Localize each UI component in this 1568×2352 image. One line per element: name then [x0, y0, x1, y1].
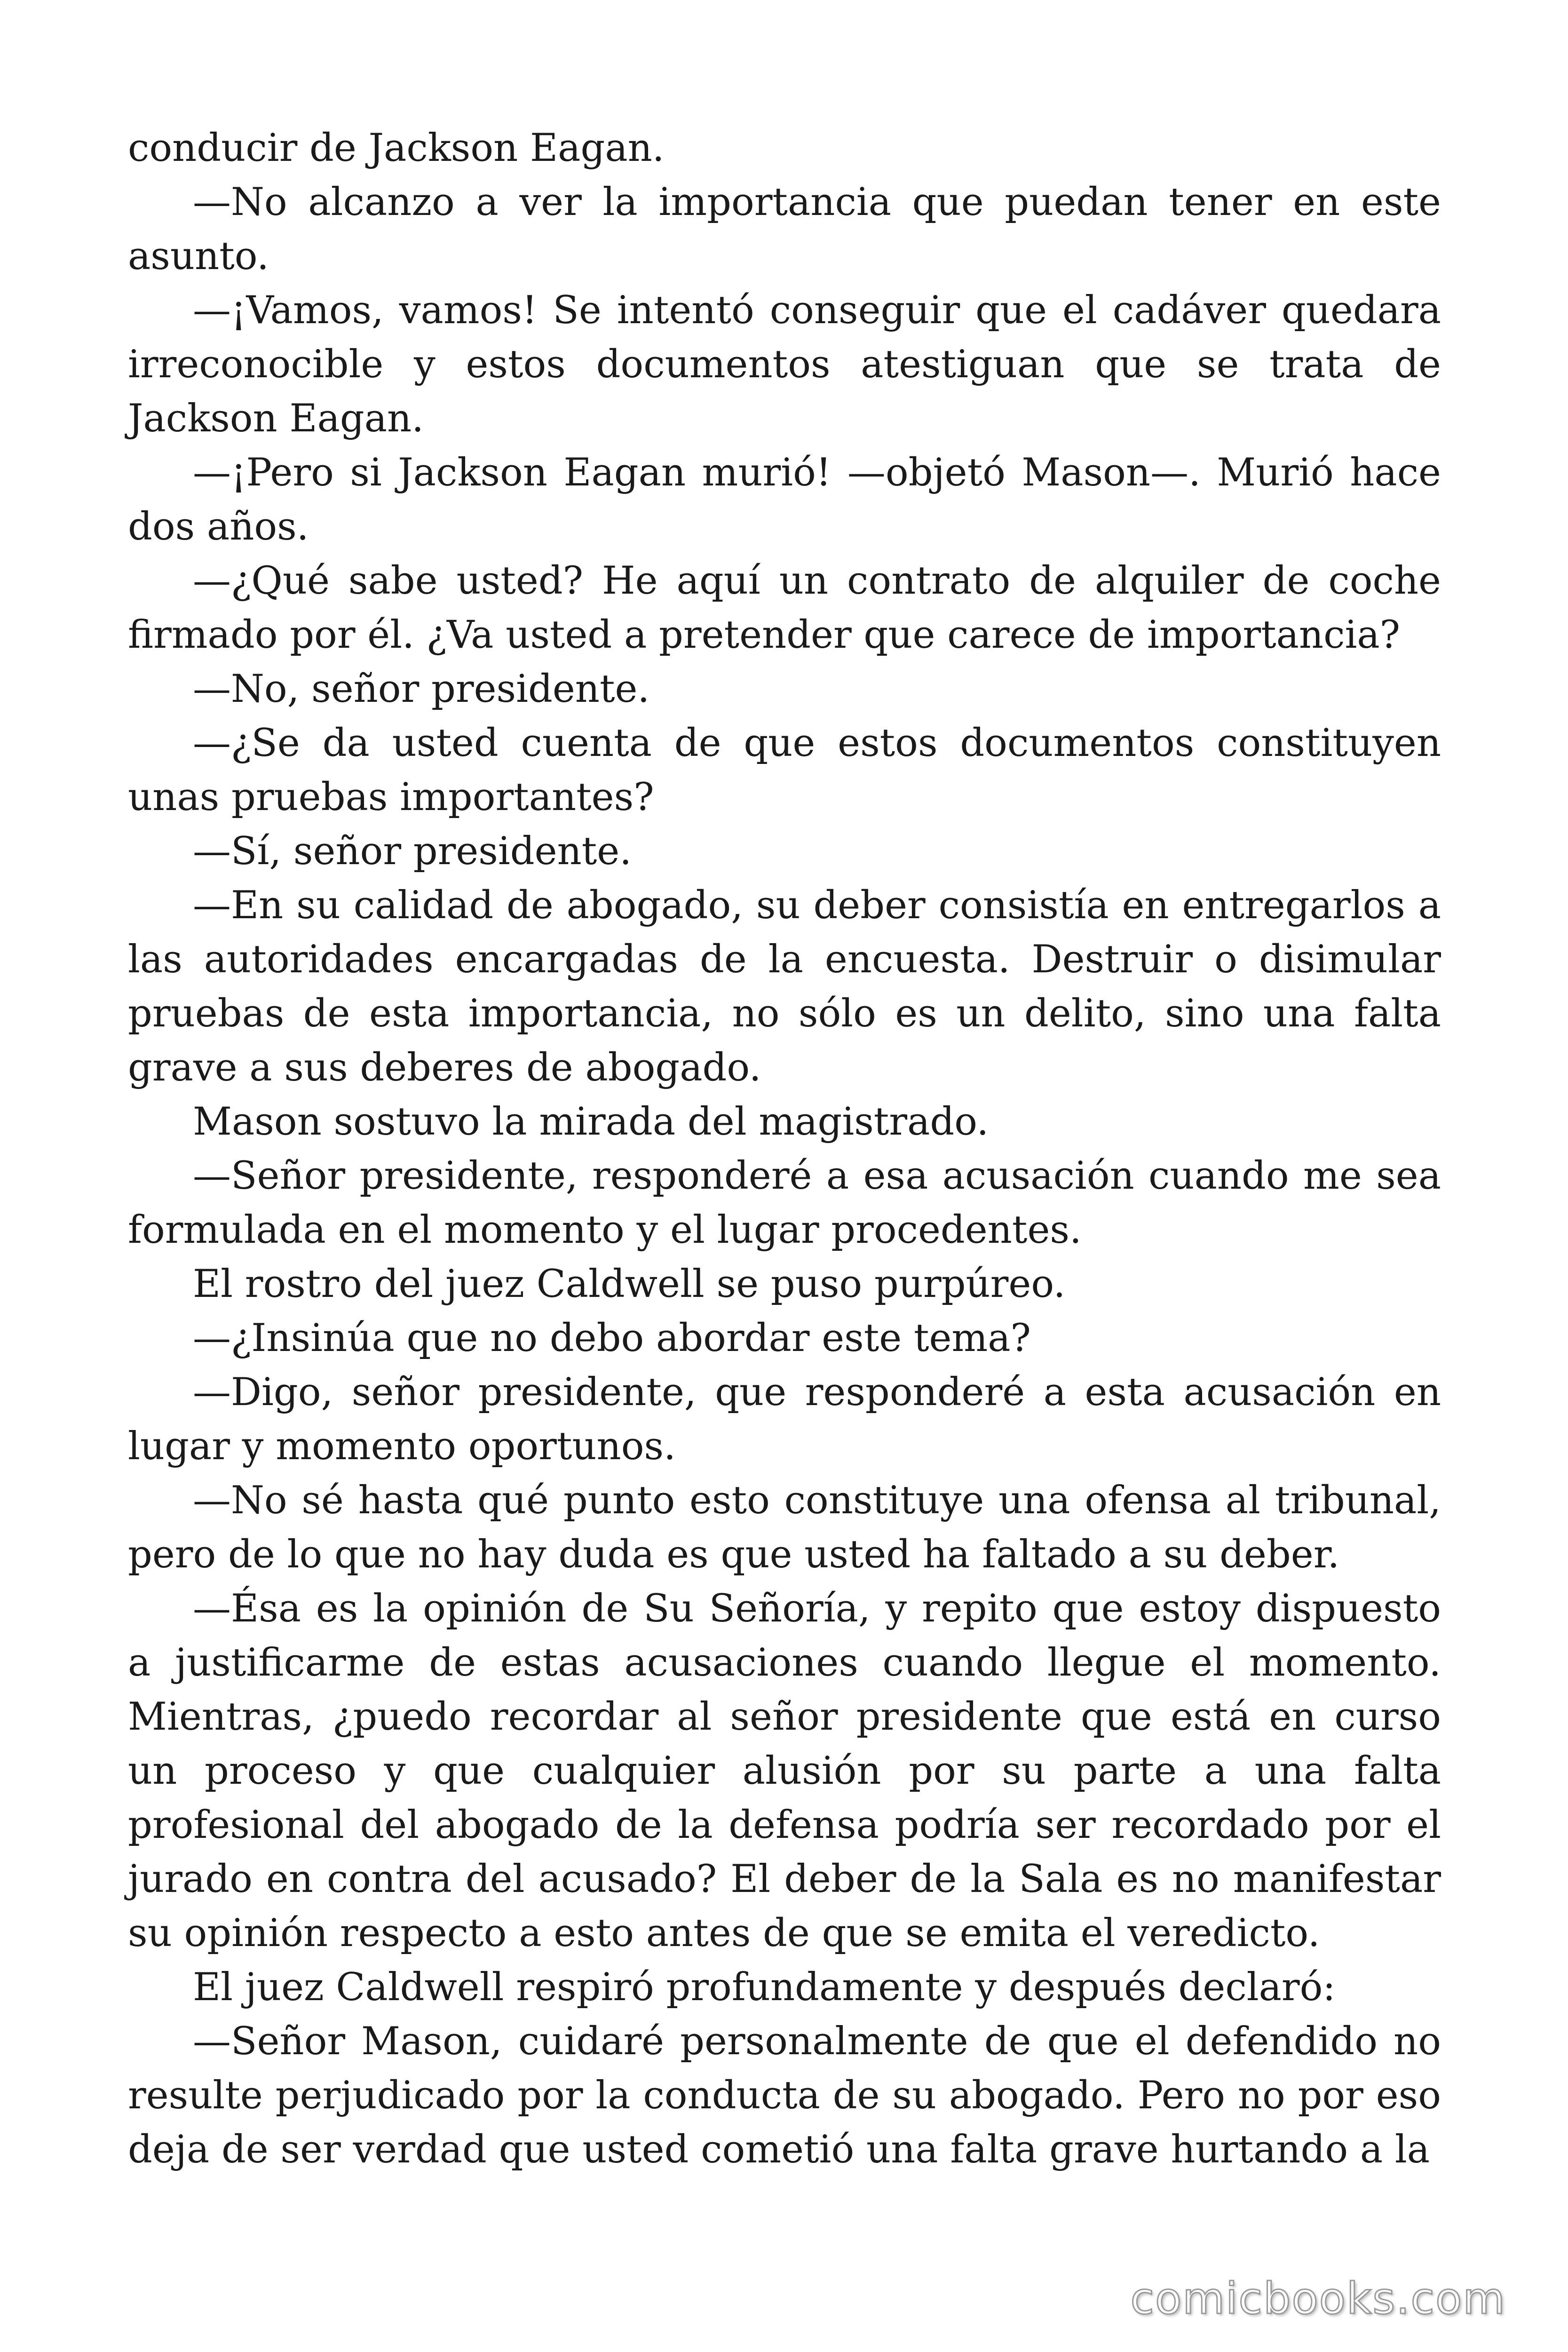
paragraph: —Sí, señor presidente. — [193, 829, 632, 874]
paragraph: El rostro del juez Caldwell se puso purpúreo. — [193, 1262, 1066, 1306]
paragraph: —Ésa es la opinión de Su Señoría, y repito que estoy dispuesto a justificarme de estas acusaciones cuando llegue el momento. Mientras, ¿puedo recordar al señor presidente que está en curso un proceso y que cualquier alusión por su parte a una falta profesional del abogado de la defensa podría ser recordado por el jurado en contra del acusado? El deber de la Sala es no manifestar su opinión respecto a esto antes de que se emita el veredicto. — [128, 1587, 1441, 1955]
paragraph: —Digo, señor presidente, que responderé a esta acusación en lugar y momento oportunos. — [128, 1370, 1441, 1469]
paragraph: —¿Se da usted cuenta de que estos documentos constituyen unas pruebas importantes? — [128, 721, 1441, 819]
watermark: comicbooks.com — [1130, 2273, 1506, 2324]
paragraph: —¿Qué sabe usted? He aquí un contrato de alquiler de coche firmado por él. ¿Va usted a pretender que carece de importancia? — [128, 559, 1441, 657]
paragraph: —Señor presidente, responderé a esa acusación cuando me sea formulada en el momento y el lugar procedentes. — [128, 1154, 1441, 1252]
paragraph: Mason sostuvo la mirada del magistrado. — [193, 1100, 989, 1144]
paragraph: El juez Caldwell respiró profundamente y después declaró: — [193, 1965, 1336, 2010]
paragraph: —¡Vamos, vamos! Se intentó conseguir que el cadáver quedara irreconocible y estos documentos atestiguan que se trata de Jackson Eagan. — [128, 288, 1441, 441]
page-body — [128, 121, 1441, 2177]
paragraph: —¡Pero si Jackson Eagan murió! —objetó Mason—. Murió hace dos años. — [128, 451, 1441, 549]
paragraph: —En su calidad de abogado, su deber consistía en entregarlos a las autoridades encargadas de la encuesta. Destruir o disimular pruebas de esta importancia, no sólo es un delito, sino una falta grave a sus deberes de abogado. — [128, 883, 1441, 1090]
paragraph: conducir de Jackson Eagan. — [128, 126, 665, 170]
paragraph: —No alcanzo a ver la importancia que puedan tener en este asunto. — [128, 180, 1441, 278]
paragraph: —¿Insinúa que no debo abordar este tema? — [193, 1316, 1031, 1360]
paragraph: —No sé hasta qué punto esto constituye una ofensa al tribunal, pero de lo que no hay duda es que usted ha faltado a su deber. — [128, 1478, 1441, 1577]
paragraph: —Señor Mason, cuidaré personalmente de que el defendido no resulte perjudicado por la conducta de su abogado. Pero no por eso deja de ser verdad que usted cometió una falta grave hurtando a la — [128, 2019, 1441, 2172]
paragraph: —No, señor presidente. — [193, 667, 650, 711]
